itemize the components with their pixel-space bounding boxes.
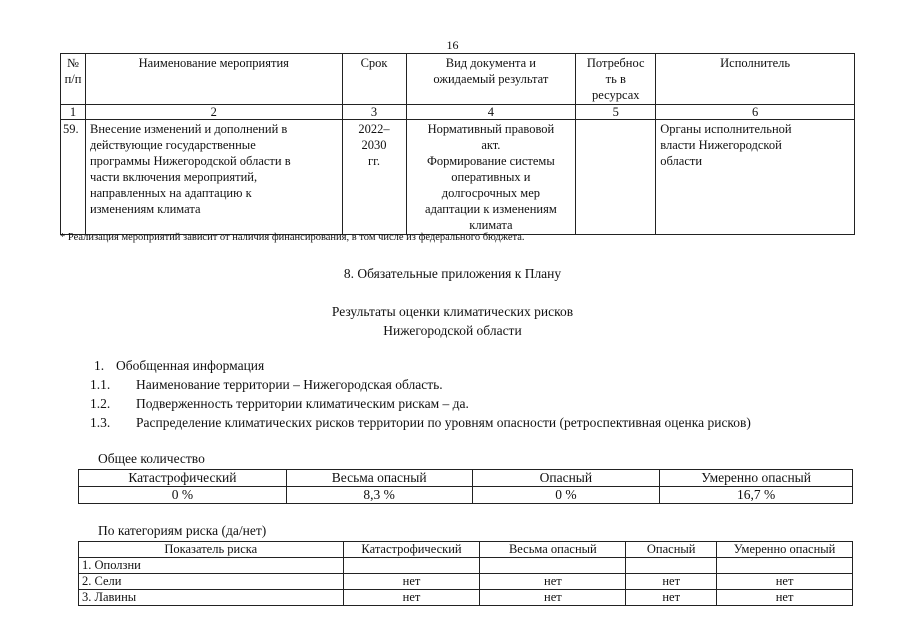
column-number: 1	[61, 105, 86, 120]
list-item-text: Обобщенная информация	[116, 358, 265, 373]
list-item	[90, 394, 751, 413]
column-number: 5	[576, 105, 656, 120]
header-text: ть в	[605, 72, 626, 86]
section-title: 8. Обязательные приложения к Плану	[343, 266, 562, 281]
text-line: программы Нижегородской области в	[89, 154, 291, 168]
header-cell: Катастрофический	[343, 542, 480, 558]
measure-resources	[576, 120, 656, 235]
value-cell: нет	[480, 574, 626, 590]
header-text: ожидаемый результат	[433, 72, 549, 86]
list-item-number: 1.3.	[90, 415, 111, 430]
header-text: ресурсах	[592, 88, 640, 102]
list-item-text: Наименование территории – Нижегородская область.	[136, 377, 443, 392]
value-cell: 8,3 %	[286, 487, 472, 504]
column-number: 2	[85, 105, 342, 120]
header-text: Потребнос	[586, 56, 645, 70]
value-cell: нет	[626, 574, 717, 590]
row-number: 59.	[61, 120, 86, 235]
value-cell: 0 %	[79, 487, 287, 504]
text-line: власти Нижегородской	[660, 138, 782, 152]
value-cell: нет	[717, 590, 853, 606]
measures-table	[60, 53, 855, 235]
list-item-number: 1.1.	[90, 377, 111, 392]
results-title-line: Нижегородской области	[383, 323, 522, 338]
value-cell: 0 %	[472, 487, 660, 504]
results-title	[0, 302, 905, 340]
value-cell	[717, 558, 853, 574]
header-text: Вид документа и	[445, 56, 536, 70]
header-text: п/п	[64, 72, 82, 86]
table-row	[79, 574, 853, 590]
text-line: 2022–2030	[358, 122, 390, 152]
header-cell: Опасный	[626, 542, 717, 558]
risk-name: 3. Лавины	[79, 590, 344, 606]
text-line: акт.	[481, 138, 501, 152]
table-header-row	[79, 542, 853, 558]
risk-name: 2. Сели	[79, 574, 344, 590]
results-title-line: Результаты оценки климатических рисков	[331, 304, 574, 319]
summary-table	[78, 469, 853, 504]
value-cell: нет	[626, 590, 717, 606]
value-cell: 16,7 %	[660, 487, 853, 504]
column-number: 6	[656, 105, 855, 120]
risk-name: 1. Оползни	[79, 558, 344, 574]
table-row	[79, 590, 853, 606]
header-text: №	[67, 56, 79, 70]
header-document	[406, 54, 576, 105]
header-num	[61, 54, 86, 105]
header-name: Наименование мероприятия	[85, 54, 342, 105]
value-cell	[343, 558, 480, 574]
list-item	[90, 356, 751, 375]
header-cell: Весьма опасный	[286, 470, 472, 487]
header-term: Срок	[342, 54, 406, 105]
measure-name	[85, 120, 342, 235]
list-item-text: Подверженность территории климатическим рискам – да.	[136, 396, 469, 411]
text-line: оперативных и	[451, 170, 531, 184]
header-executor: Исполнитель	[656, 54, 855, 105]
table-row	[61, 120, 855, 235]
text-line: Органы исполнительной	[660, 122, 792, 136]
list-item	[90, 413, 751, 432]
text-line: изменениям климата	[89, 202, 201, 216]
table-header-row	[61, 54, 855, 105]
text-line: Формирование системы	[427, 154, 555, 168]
column-number: 4	[406, 105, 576, 120]
categories-caption: По категориям риска (да/нет)	[98, 523, 267, 538]
measure-executor	[656, 120, 855, 235]
list-item-number: 1.2.	[90, 396, 111, 411]
table-header-row	[79, 470, 853, 487]
header-cell: Показатель риска	[79, 542, 344, 558]
header-cell: Весьма опасный	[480, 542, 626, 558]
value-cell: нет	[343, 590, 480, 606]
text-line: гг.	[368, 154, 381, 168]
text-line: Внесение изменений и дополнений в	[89, 122, 288, 136]
text-line: действующие государственные	[89, 138, 256, 152]
text-line: климата	[469, 218, 513, 232]
text-line: долгосрочных мер	[441, 186, 541, 200]
text-line: направленных на адаптацию к	[89, 186, 252, 200]
value-cell	[480, 558, 626, 574]
list-item-number: 1.	[94, 358, 105, 373]
summary-caption: Общее количество	[98, 451, 205, 466]
text-line: части включения мероприятий,	[89, 170, 258, 184]
footnote: * Реализация мероприятий зависит от наличия финансирования, в том числе из федерального бюджета.	[60, 232, 525, 243]
header-cell: Катастрофический	[79, 470, 287, 487]
header-cell: Умеренно опасный	[717, 542, 853, 558]
page-number: 16	[446, 38, 459, 52]
header-cell: Опасный	[472, 470, 660, 487]
measure-document	[406, 120, 576, 235]
text-line: области	[660, 154, 703, 168]
info-list	[90, 356, 751, 432]
table-row	[79, 487, 853, 504]
text-line: адаптации к изменениям	[425, 202, 557, 216]
measure-term	[342, 120, 406, 235]
list-item-text: Распределение климатических рисков территории по уровням опасности (ретроспективная оценка рисков)	[136, 415, 751, 430]
value-cell: нет	[480, 590, 626, 606]
list-item	[90, 375, 751, 394]
column-number: 3	[342, 105, 406, 120]
value-cell: нет	[343, 574, 480, 590]
categories-table	[78, 541, 853, 606]
table-row	[79, 558, 853, 574]
value-cell	[626, 558, 717, 574]
header-cell: Умеренно опасный	[660, 470, 853, 487]
header-resources	[576, 54, 656, 105]
text-line: Нормативный правовой	[427, 122, 555, 136]
value-cell: нет	[717, 574, 853, 590]
column-number-row	[61, 105, 855, 120]
